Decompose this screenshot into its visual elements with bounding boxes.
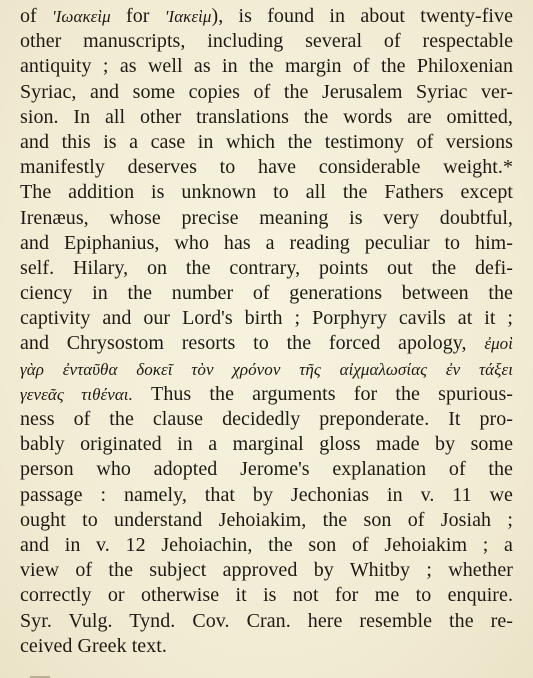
text-segment: sion. In all other translations the words are omitted,: [20, 105, 513, 128]
greek-text: 'Ιωακεὶμ: [52, 7, 111, 26]
text-segment: and Chrysostom resorts to the forced apology,: [20, 332, 485, 355]
text-segment: captivity and our Lord's birth ; Porphyry cavils at it ;: [20, 307, 513, 330]
text-segment: ciency in the number of generations between the: [20, 282, 513, 305]
greek-text: ἐμοὶ: [484, 334, 513, 354]
text-line: [20, 105, 513, 130]
text-segment: and in v. 12 Jehoiachin, the son of Jehoiakim ; a: [20, 533, 513, 556]
text-segment: Syriac, and some copies of the Jerusalem Syriac ver-: [20, 80, 513, 103]
text-line: [20, 331, 513, 356]
text-line: [20, 483, 513, 508]
text-line: [20, 180, 513, 205]
text-line: [20, 609, 513, 634]
text-segment: bably originated in a marginal gloss made by some: [20, 433, 513, 456]
text-line: [20, 4, 513, 29]
text-line: [20, 634, 513, 659]
text-line: [20, 29, 513, 54]
text-segment: other manuscripts, including several of respectable: [20, 30, 513, 53]
text-line: [20, 508, 513, 533]
text-segment: and Epiphanius, who has a reading peculiar to him-: [20, 231, 513, 254]
text-segment: ought to understand Jehoiakim, the son of Josiah ;: [20, 508, 513, 531]
text-line: [20, 130, 513, 155]
text-line: [20, 281, 513, 306]
text-line: [20, 306, 513, 331]
text-line: [20, 231, 513, 256]
text-segment: person who adopted Jerome's explanation of the: [20, 458, 513, 481]
text-segment: and this is a case in which the testimony of versions: [20, 130, 513, 153]
text-segment: The addition is unknown to all the Fathers except: [20, 181, 513, 204]
text-segment: self. Hilary, on the contrary, points out the defi-: [20, 256, 513, 279]
text-line: [20, 558, 513, 583]
text-line: [20, 54, 513, 79]
text-line: [20, 457, 513, 482]
text-line: [20, 533, 513, 558]
text-line: [20, 432, 513, 457]
greek-text: γενεᾶς τιθέναι.: [20, 384, 133, 404]
text-line: [20, 206, 513, 231]
text-segment: passage : namely, that by Jechonias in v. 11 we: [20, 483, 513, 506]
text-segment: manifestly deserves to have considerable weight.*: [20, 156, 513, 179]
text-segment: of: [20, 5, 53, 27]
greek-text: 'Ιακεὶμ: [164, 7, 212, 26]
greek-text: γὰρ ἐνταῦθα δοκεῖ τὸν χρόνον τῆς αἰχμαλωσίας ἐν τάξει: [20, 359, 513, 379]
text-line: [20, 357, 513, 382]
text-line: [20, 407, 513, 432]
text-line: [20, 382, 513, 407]
text-line: [20, 155, 513, 180]
text-segment: ), is found in about twenty-five: [211, 5, 514, 27]
text-segment: antiquity ; as well as in the margin of the Philoxenian: [20, 55, 513, 78]
text-line: [20, 583, 513, 608]
text-segment: ceived Greek text.: [20, 634, 167, 657]
text-segment: Thus the arguments for the spurious-: [132, 382, 514, 405]
text-segment: Syr. Vulg. Tynd. Cov. Cran. here resemble the re-: [20, 609, 513, 632]
text-segment: Irenæus, whose precise meaning is very doubtful,: [20, 206, 513, 229]
body-text: [20, 4, 513, 659]
text-segment: view of the subject approved by Whitby ; whether: [20, 559, 513, 582]
text-segment: correctly or otherwise it is not for me to enquire.: [20, 584, 513, 607]
text-line: [20, 256, 513, 281]
text-line: [20, 80, 513, 105]
text-segment: ness of the clause decidedly preponderate. It pro-: [20, 408, 513, 430]
text-segment: for: [110, 5, 165, 27]
